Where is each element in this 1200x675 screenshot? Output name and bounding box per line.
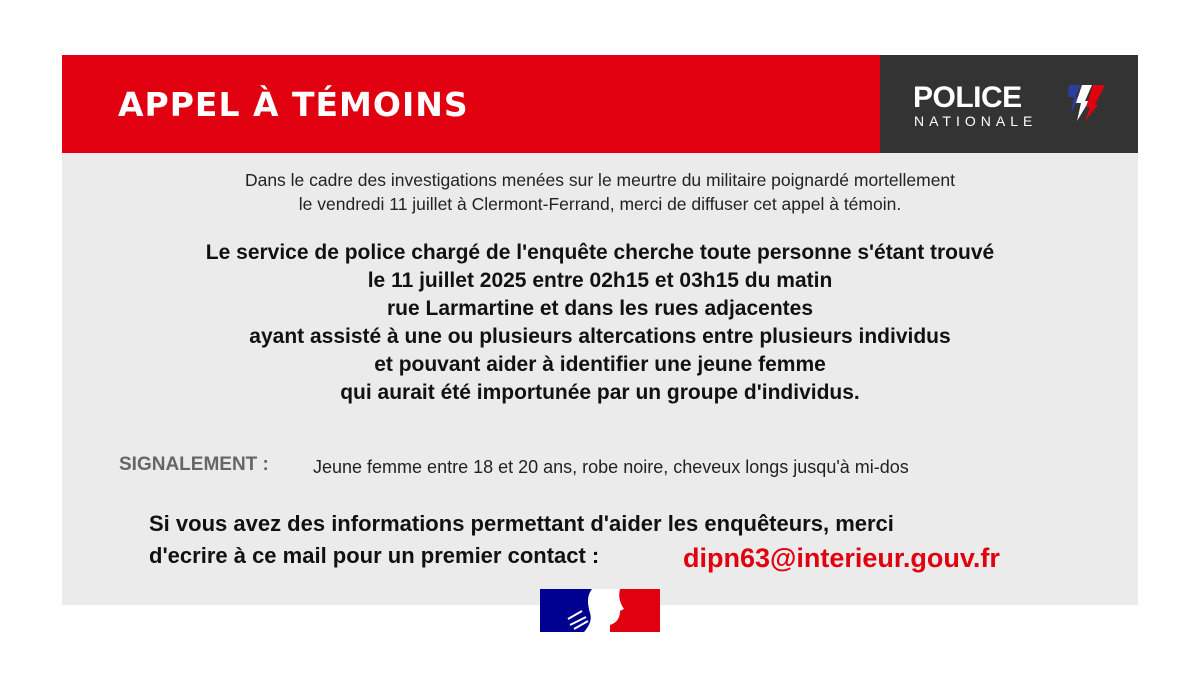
title: APPEL À TÉMOINS (118, 85, 469, 124)
intro-line: le vendredi 11 juillet à Clermont-Ferrand, merci de diffuser cet appel à témoin. (298, 194, 902, 214)
contact-line: d'ecrire à ce mail pour un premier contact : (149, 543, 600, 568)
header-banner (62, 55, 880, 153)
main-line: et pouvant aider à identifier une jeune femme (374, 353, 826, 376)
main-line: ayant assisté à une ou plusieurs altercations entre plusieurs individus (249, 325, 951, 348)
logo-text-nationale: NATIONALE (914, 113, 1038, 129)
main-line: qui aurait été importunée par un groupe d'individus. (340, 381, 860, 404)
content-panel (62, 153, 1138, 605)
intro-line: Dans le cadre des investigations menées sur le meurtre du militaire poignardé mortellement (244, 170, 956, 190)
main-line: rue Larmartine et dans les rues adjacentes (386, 297, 814, 320)
marianne-logo (540, 589, 660, 632)
contact-email-link[interactable]: dipn63@interieur.gouv.fr (683, 543, 1000, 573)
signalement-label: SIGNALEMENT : (119, 454, 269, 475)
main-line: le 11 juillet 2025 entre 02h15 et 03h15 du matin (367, 269, 833, 292)
signalement-text: Jeune femme entre 18 et 20 ans, robe noire, cheveux longs jusqu'à mi-dos (313, 457, 909, 477)
tricolor-flash-icon (1065, 83, 1107, 123)
main-line: Le service de police chargé de l'enquête cherche toute personne s'étant trouvé (205, 241, 995, 264)
contact-line: Si vous avez des informations permettant d'aider les enquêteurs, merci (149, 511, 894, 536)
logo-text-police: POLICE (913, 81, 1022, 114)
police-nationale-logo (880, 55, 1138, 153)
